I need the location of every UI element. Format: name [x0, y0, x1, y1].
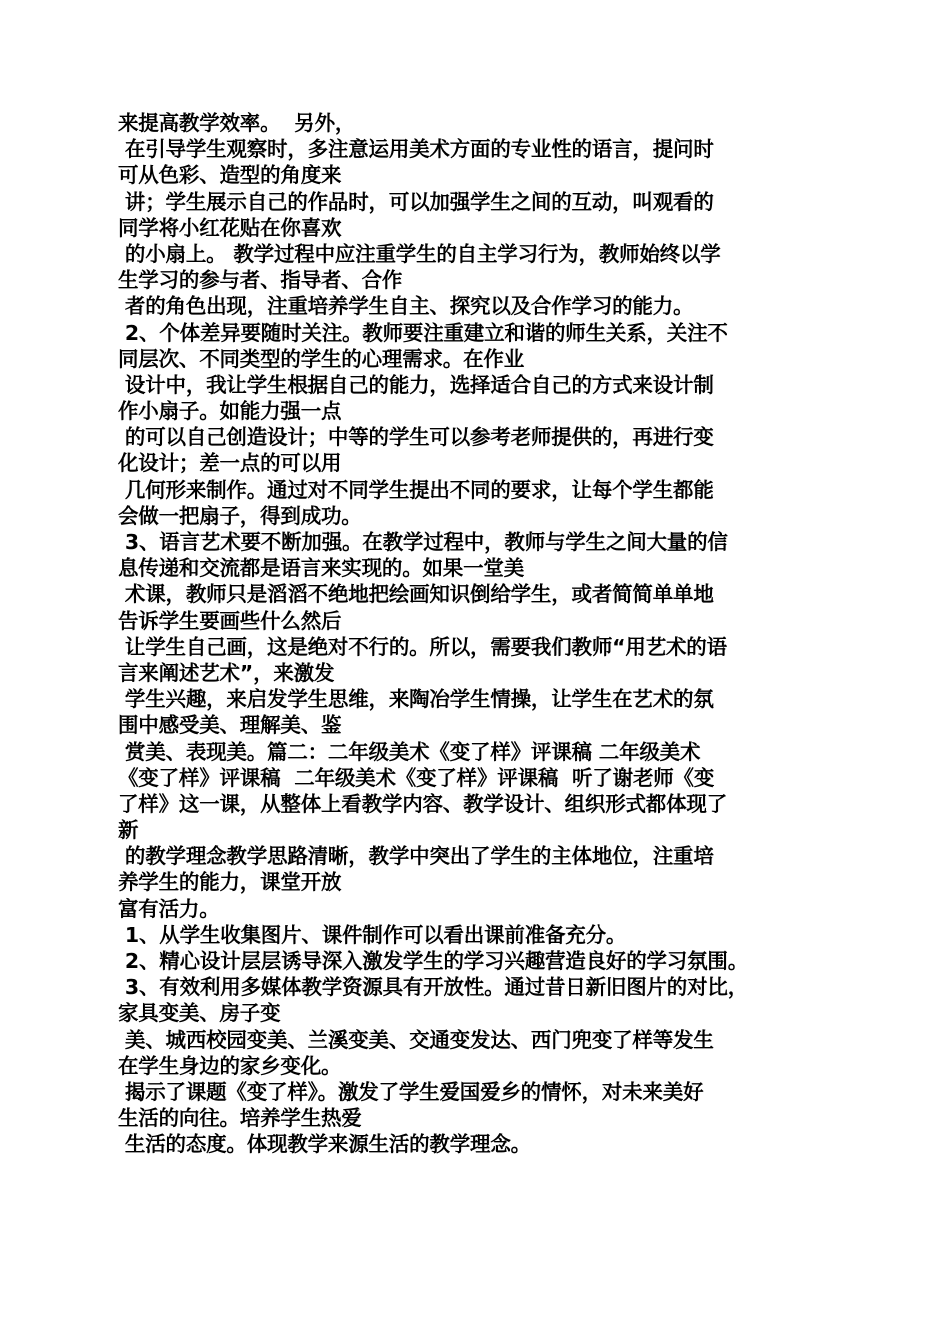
- text-line: 言来阐述艺术”，来激发: [118, 660, 335, 685]
- text-line: 《变了样》评课稿 二年级美术《变了样》评课稿 听了谢老师《变: [118, 765, 715, 790]
- text-line: 生活的向往。培养学生热爱: [118, 1106, 362, 1131]
- text-line: 会做一把扇子，得到成功。: [118, 503, 362, 528]
- text-line: 同学将小红花贴在你喜欢: [118, 215, 342, 240]
- text-line: 者的角色出现，注重培养学生自主、探究以及合作学习的能力。: [118, 294, 694, 319]
- text-line: 几何形来制作。通过对不同学生提出不同的要求，让每个学生都能: [118, 477, 714, 502]
- text-line: 新: [118, 818, 139, 843]
- text-line: 息传递和交流都是语言来实现的。如果一堂美: [118, 556, 524, 581]
- text-line: 2、精心设计层层诱导深入激发学生的学习兴趣营造良好的学习氛围。: [118, 949, 748, 973]
- text-line: 的可以自己创造设计；中等的学生可以参考老师提供的，再进行变: [118, 425, 714, 450]
- text-line: 生活的态度。体现教学来源生活的教学理念。: [118, 1132, 531, 1157]
- text-line: 3、有效利用多媒体教学资源具有开放性。通过昔日新旧图片的对比，: [118, 975, 748, 1000]
- text-line: 养学生的能力，课堂开放: [118, 870, 342, 895]
- text-line: 设计中，我让学生根据自己的能力，选择适合自己的方式来设计制: [118, 372, 714, 397]
- text-line: 的小扇上。 教学过程中应注重学生的自主学习行为，教师始终以学: [118, 241, 721, 266]
- text-line: 了样》这一课，从整体上看教学内容、教学设计、组织形式都体现了: [118, 791, 727, 816]
- text-line: 家具变美、房子变: [118, 1001, 281, 1026]
- text-line: 的教学理念教学思路清晰，教学中突出了学生的主体地位，注重培: [118, 844, 714, 869]
- text-line: 围中感受美、理解美、鉴: [118, 713, 342, 738]
- text-line: 术课，教师只是滔滔不绝地把绘画知识倒给学生，或者简简单单地: [118, 582, 714, 607]
- text-line: 同层次、不同类型的学生的心理需求。在作业: [118, 346, 524, 371]
- text-line: 1、从学生收集图片、课件制作可以看出课前准备充分。: [118, 922, 627, 947]
- text-line: 来提高教学效率。 另外，: [118, 111, 356, 135]
- text-line: 赏美、表现美。篇二：二年级美术《变了样》评课稿 二年级美术: [118, 739, 701, 764]
- text-line: 告诉学生要画些什么然后: [118, 608, 342, 633]
- text-line: 化设计；差一点的可以用: [118, 451, 342, 476]
- text-line: 作小扇子。如能力强一点: [118, 399, 342, 424]
- text-line: 美、城西校园变美、兰溪变美、交通变发达、西门兜变了样等发生: [118, 1027, 714, 1052]
- text-line: 在学生身边的家乡变化。: [118, 1053, 342, 1078]
- text-line: 讲；学生展示自己的作品时，可以加强学生之间的互动，叫观看的: [118, 189, 714, 214]
- document-body: [118, 110, 838, 1158]
- text-line: 可从色彩、造型的角度来: [118, 163, 342, 188]
- text-line: 3、语言艺术要不断加强。在教学过程中，教师与学生之间大量的信: [118, 530, 728, 554]
- text-line: 学生兴趣，来启发学生思维，来陶冶学生情操，让学生在艺术的氛: [118, 687, 714, 712]
- text-line: 生学习的参与者、指导者、合作: [118, 268, 403, 293]
- text-line: 在引导学生观察时，多注意运用美术方面的专业性的语言，提问时: [118, 137, 714, 162]
- text-line: 揭示了课题《变了样》。激发了学生爱国爱乡的情怀，对未来美好: [118, 1079, 704, 1104]
- text-line: 富有活力。: [118, 896, 220, 921]
- text-line: 2、个体差异要随时关注。教师要注重建立和谐的师生关系，关注不: [118, 320, 728, 345]
- text-line: 让学生自己画，这是绝对不行的。所以，需要我们教师“用艺术的语: [118, 634, 727, 659]
